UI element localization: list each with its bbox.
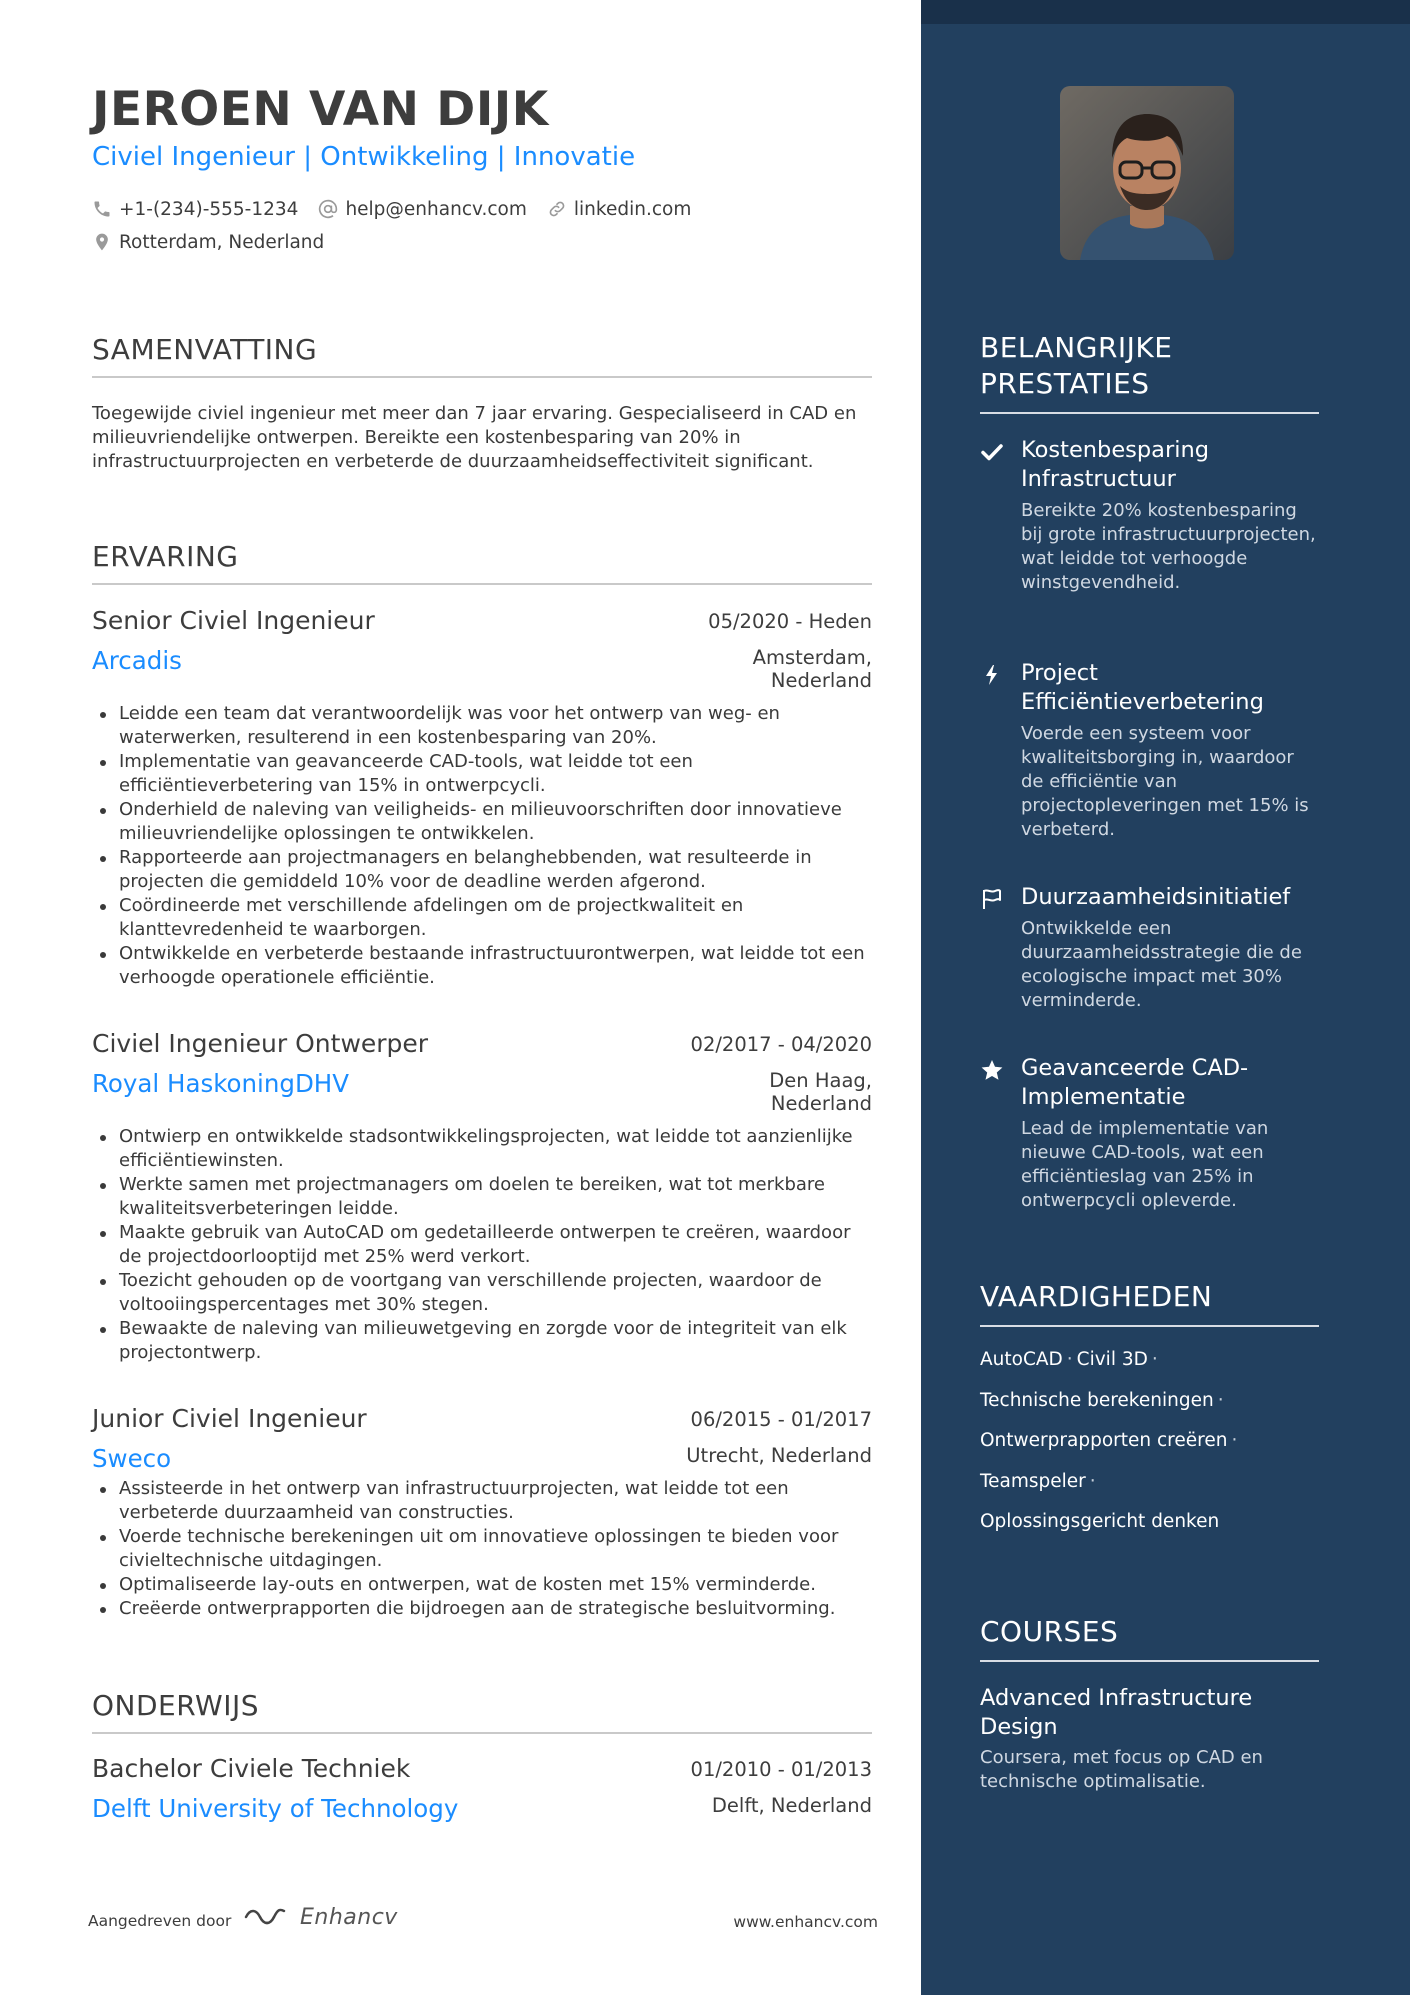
education-location: Delft, Nederland (711, 1794, 872, 1817)
degree-title: Bachelor Civiele Techniek (92, 1754, 411, 1783)
achievement-title: Geavanceerde CAD-Implementatie (1021, 1055, 1249, 1110)
list-item: Onderhield de naleving van veiligheids- en milieuvoorschriften door innovatieve milieuvriendelijke oplossingen te ontwikkelen. (92, 798, 872, 846)
enhancv-logo[interactable] (242, 1902, 398, 1932)
list-item: Werkte samen met projectmanagers om doelen te bereiken, wat tot merkbare kwaliteitsverbeteringen leidde. (92, 1173, 872, 1221)
job-bullets (92, 1477, 872, 1621)
achievement-desc: Bereikte 20% kostenbesparing bij grote infrastructuurprojecten, wat leidde tot verhoogde winstgevendheid. (1021, 500, 1316, 593)
contact-info (92, 196, 872, 262)
lightning-icon (980, 663, 1004, 687)
job-dates: 02/2017 - 04/2020 (690, 1033, 872, 1056)
location-contact (92, 232, 324, 253)
website-link[interactable]: www.enhancv.com (733, 1913, 878, 1931)
job-title: Junior Civiel Ingenieur (92, 1404, 367, 1433)
phone-icon (92, 199, 112, 219)
course-title: Advanced Infrastructure Design (980, 1685, 1253, 1740)
job-entry (92, 1029, 872, 1365)
education-heading: ONDERWIJS (92, 1689, 872, 1734)
list-item: Optimaliseerde lay-outs en ontwerpen, wat de kosten met 15% verminderde. (92, 1573, 872, 1597)
summary-text: Toegewijde civiel ingenieur met meer dan 7 jaar ervaring. Gespecialiseerd in CAD en milieuvriendelijke ontwerpen. Bereikte een kostenbesparing van 20% in infrastructuurprojecten en verbeterde de duurzaamheidseffectiviteit significant. (92, 403, 857, 472)
course-desc: Coursera, met focus op CAD en technische optimalisatie. (980, 1747, 1263, 1792)
list-item: Implementatie van geavanceerde CAD-tools, wat leidde tot een efficiëntieverbetering van 15% in ontwerpcycli. (92, 750, 872, 798)
achievement-title: Duurzaamheidsinitiatief (1021, 884, 1291, 910)
candidate-headline: Civiel Ingenieur | Ontwikkeling | Innovatie (92, 142, 636, 172)
list-item: Bewaakte de naleving van milieuwetgeving en zorgde voor de integriteit van elk projectontwerp. (92, 1317, 872, 1365)
check-icon (980, 440, 1004, 464)
courses-heading: COURSES (980, 1614, 1319, 1662)
achievement-desc: Ontwikkelde een duurzaamheidsstrategie die de ecologische impact met 30% verminderde. (1021, 918, 1302, 1011)
location-pin-icon (92, 232, 112, 252)
job-location: Amsterdam, Nederland (752, 646, 872, 692)
list-item: Creëerde ontwerprapporten die bijdroegen aan de strategische besluitvorming. (92, 1597, 872, 1621)
skill-tag: Ontwerprapporten creëren (980, 1430, 1228, 1451)
at-icon (318, 199, 338, 219)
achievement-desc: Voerde een systeem voor kwaliteitsborging in, waardoor de efficiëntie van projectopleveringen met 15% is verbeterd. (1021, 723, 1309, 840)
star-icon (980, 1058, 1004, 1082)
link-icon (547, 199, 567, 219)
list-item: Toezicht gehouden op de voortgang van verschillende projecten, waardoor de voltooiingspercentages met 30% stegen. (92, 1269, 872, 1317)
candidate-name: JEROEN VAN DIJK (92, 82, 549, 137)
list-item: Ontwikkelde en verbeterde bestaande infrastructuurontwerpen, wat leidde tot een verhoogde operationele efficiëntie. (92, 942, 872, 990)
email-contact[interactable] (318, 199, 526, 220)
skill-tag: Oplossingsgericht denken (980, 1511, 1220, 1532)
job-bullets (92, 702, 872, 990)
achievement-title: Project Efficiëntieverbetering (1021, 660, 1264, 715)
list-item: Ontwierp en ontwikkelde stadsontwikkelingsprojecten, wat leidde tot aanzienlijke efficiëntiewinsten. (92, 1125, 872, 1173)
job-title: Senior Civiel Ingenieur (92, 606, 375, 635)
job-location: Den Haag, Nederland (769, 1069, 872, 1115)
list-item: Coördineerde met verschillende afdelingen om de projectkwaliteit en klanttevredenheid te waarborgen. (92, 894, 872, 942)
job-location: Utrecht, Nederland (686, 1444, 872, 1467)
summary-heading: SAMENVATTING (92, 333, 872, 378)
skills-heading: VAARDIGHEDEN (980, 1279, 1319, 1327)
achievement-title: Kostenbesparing Infrastructuur (1021, 437, 1210, 492)
powered-by-label: Aangedreven door (88, 1912, 232, 1930)
education-entry (92, 1754, 872, 1827)
experience-heading: ERVARING (92, 540, 872, 585)
list-item: Voerde technische berekeningen uit om innovatieve oplossingen te bieden voor civieltechnische uitdagingen. (92, 1525, 872, 1573)
list-item: Assisteerde in het ontwerp van infrastructuurprojecten, wat leidde tot een verbeterde duurzaamheid van constructies. (92, 1477, 872, 1525)
linkedin-url: linkedin.com (573, 198, 692, 220)
company-name: Arcadis (92, 646, 182, 675)
job-dates: 06/2015 - 01/2017 (690, 1408, 872, 1431)
flag-icon (980, 887, 1004, 911)
achievement-item (980, 659, 1319, 842)
skill-tag: Technische berekeningen (980, 1389, 1214, 1411)
job-bullets (92, 1125, 872, 1365)
achievement-desc: Lead de implementatie van nieuwe CAD-tools, wat een efficiëntieslag van 25% in ontwerpcycli opleverde. (1021, 1118, 1269, 1211)
company-name: Royal HaskoningDHV (92, 1069, 349, 1098)
achievement-item (980, 436, 1319, 595)
school-name: Delft University of Technology (92, 1794, 459, 1823)
job-entry (92, 606, 872, 990)
brand-name: Enhancv (300, 1904, 398, 1930)
achievement-item (980, 883, 1319, 1013)
company-name: Sweco (92, 1444, 172, 1473)
sidebar-top-band (921, 0, 1410, 24)
education-dates: 01/2010 - 01/2013 (690, 1758, 872, 1781)
job-dates: 05/2020 - Heden (708, 610, 872, 633)
profile-photo (1060, 86, 1234, 260)
phone-contact[interactable] (92, 199, 298, 220)
skill-tag: AutoCAD (980, 1349, 1063, 1370)
course-item (980, 1684, 1319, 1794)
job-title: Civiel Ingenieur Ontwerper (92, 1029, 429, 1058)
phone-number: +1-(234)-555-1234 (119, 198, 299, 220)
achievements-heading: BELANGRIJKE PRESTATIES (980, 330, 1319, 414)
achievement-item (980, 1054, 1319, 1213)
linkedin-contact[interactable] (547, 199, 691, 220)
skills-list: AutoCAD · Civil 3D · Technische berekeningen · Ontwerprapporten creëren · Teamspeler · Oplossingsgericht denken (980, 1349, 1238, 1532)
location-text: Rotterdam, Nederland (119, 231, 325, 253)
footer (88, 1902, 878, 1942)
list-item: Maakte gebruik van AutoCAD om gedetailleerde ontwerpen te creëren, waardoor de projectdoorlooptijd met 25% werd verkort. (92, 1221, 872, 1269)
job-entry (92, 1404, 872, 1621)
list-item: Leidde een team dat verantwoordelijk was voor het ontwerp van weg- en waterwerken, resulterend in een kostenbesparing van 20%. (92, 702, 872, 750)
skill-tag: Civil 3D (1076, 1349, 1148, 1370)
sidebar (921, 0, 1410, 1995)
email-address: help@enhancv.com (345, 198, 527, 220)
list-item: Rapporteerde aan projectmanagers en belanghebbenden, wat resulteerde in projecten die gemiddeld 10% voor de deadline werden afgerond. (92, 846, 872, 894)
skill-tag: Teamspeler (980, 1470, 1086, 1492)
enhancv-logo-icon (242, 1902, 290, 1932)
portrait-image (1060, 86, 1234, 260)
